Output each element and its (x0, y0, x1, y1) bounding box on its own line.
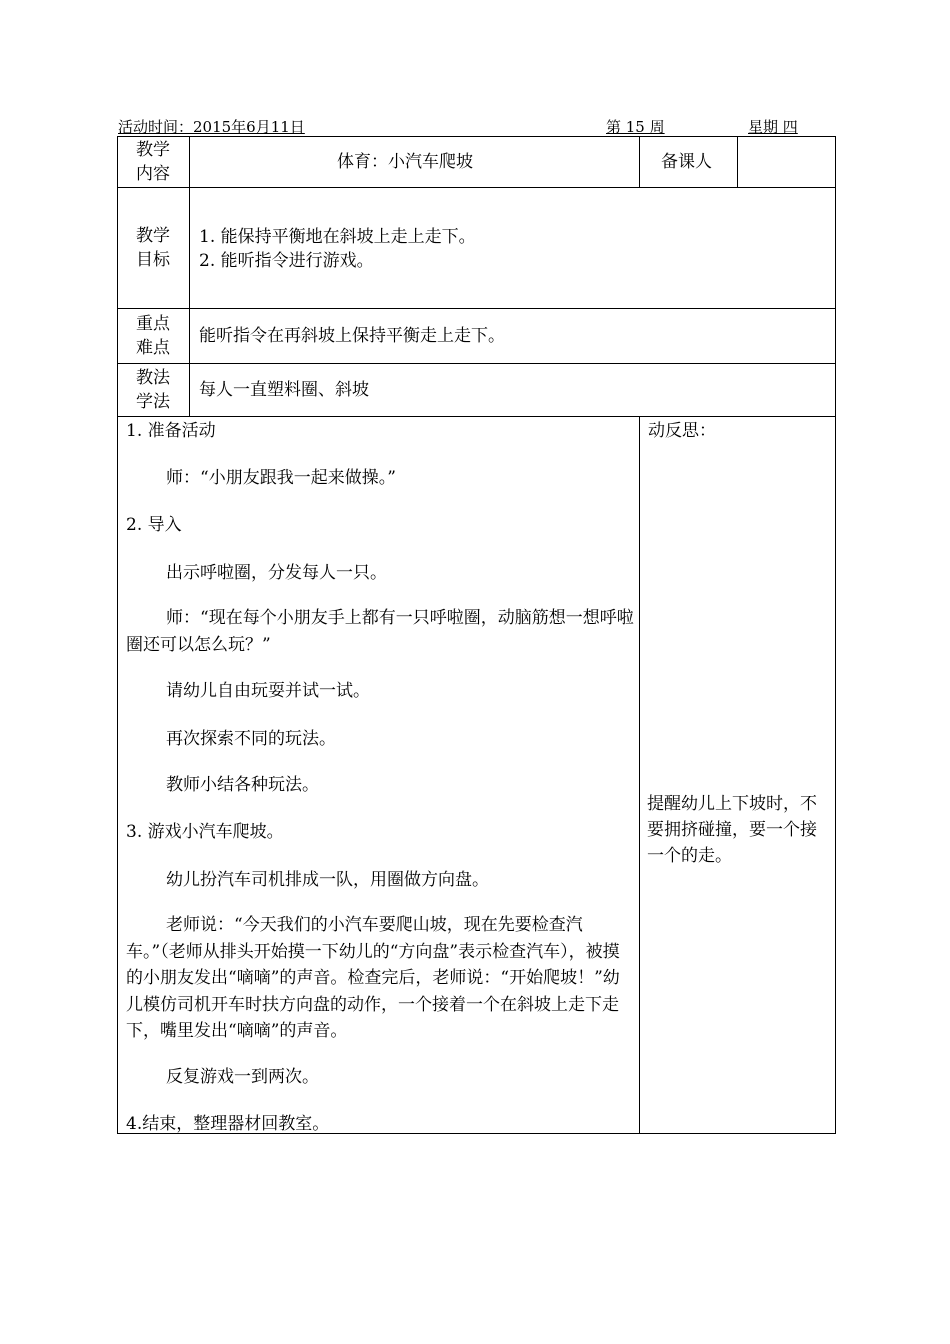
reflection-divider (639, 416, 640, 1134)
paragraph: 老师说：“今天我们的小汽车要爬山坡，现在先要检查汽车。”（老师从排头开始摸一下幼儿的“方向盘”表示检查汽车），被摸的小朋友发出“嘀嘀”的声音。检查完后，老师说：“开始爬坡！”幼儿模仿司机开车时扶方向盘的动作，一个接着一个在斜坡上走下走下，嘴里发出“嘀嘀”的声音。 (126, 915, 620, 1041)
reflection-note: 提醒幼儿上下坡时，不要拥挤碰撞，要一个接一个的走。 (647, 794, 817, 866)
paragraph: 教师小结各种玩法。 (166, 775, 319, 795)
paragraph: 幼儿扮汽车司机排成一队，用圈做方向盘。 (166, 870, 489, 890)
preparer-value-divider (737, 136, 738, 188)
paragraph: 反复游戏一到两次。 (166, 1067, 319, 1087)
label-column-divider (189, 136, 190, 417)
paragraph: 师：“现在每个小朋友手上都有一只呼啦圈，动脑筋想一想呼啦圈还可以怎么玩？” (126, 608, 634, 655)
key-points-text: 能听指令在再斜坡上保持平衡走上走下。 (199, 326, 505, 346)
section-title: 3. 游戏小汽车爬坡。 (126, 822, 284, 842)
weekday: 星期 四 (748, 118, 798, 136)
week-number: 第 15 周 (606, 118, 665, 136)
label-methods: 教法 学法 (136, 368, 170, 412)
section-title: 4.结束，整理器材回教室。 (126, 1114, 330, 1134)
label-key-points: 重点 难点 (136, 314, 170, 358)
activity-date: 活动时间：2015年6月11日 (118, 118, 305, 136)
reflection-label: 动反思： (648, 421, 716, 441)
activity-header (118, 116, 808, 136)
paragraph: 再次探索不同的玩法。 (166, 729, 336, 749)
paragraph: 出示呼啦圈，分发每人一只。 (166, 563, 387, 583)
row-divider (117, 363, 836, 364)
paragraph: 师：“小朋友跟我一起来做操。” (166, 468, 396, 488)
preparer-divider (639, 136, 640, 188)
goal-item: 2. 能听指令进行游戏。 (199, 251, 374, 271)
paragraph: 请幼儿自由玩耍并试一试。 (166, 681, 370, 701)
goal-item: 1. 能保持平衡地在斜坡上走上走下。 (199, 227, 476, 247)
row-divider (117, 416, 836, 417)
section-title: 2. 导入 (126, 515, 182, 535)
methods-text: 每人一直塑料圈、斜坡 (199, 380, 369, 400)
row-divider (117, 187, 836, 188)
lesson-title: 体育：小汽车爬坡 (337, 152, 473, 172)
section-title: 1. 准备活动 (126, 421, 216, 441)
label-teaching-content: 教学 内容 (136, 140, 170, 184)
row-divider (117, 308, 836, 309)
preparer-label: 备课人 (661, 152, 712, 172)
label-teaching-goals: 教学 目标 (136, 226, 170, 270)
